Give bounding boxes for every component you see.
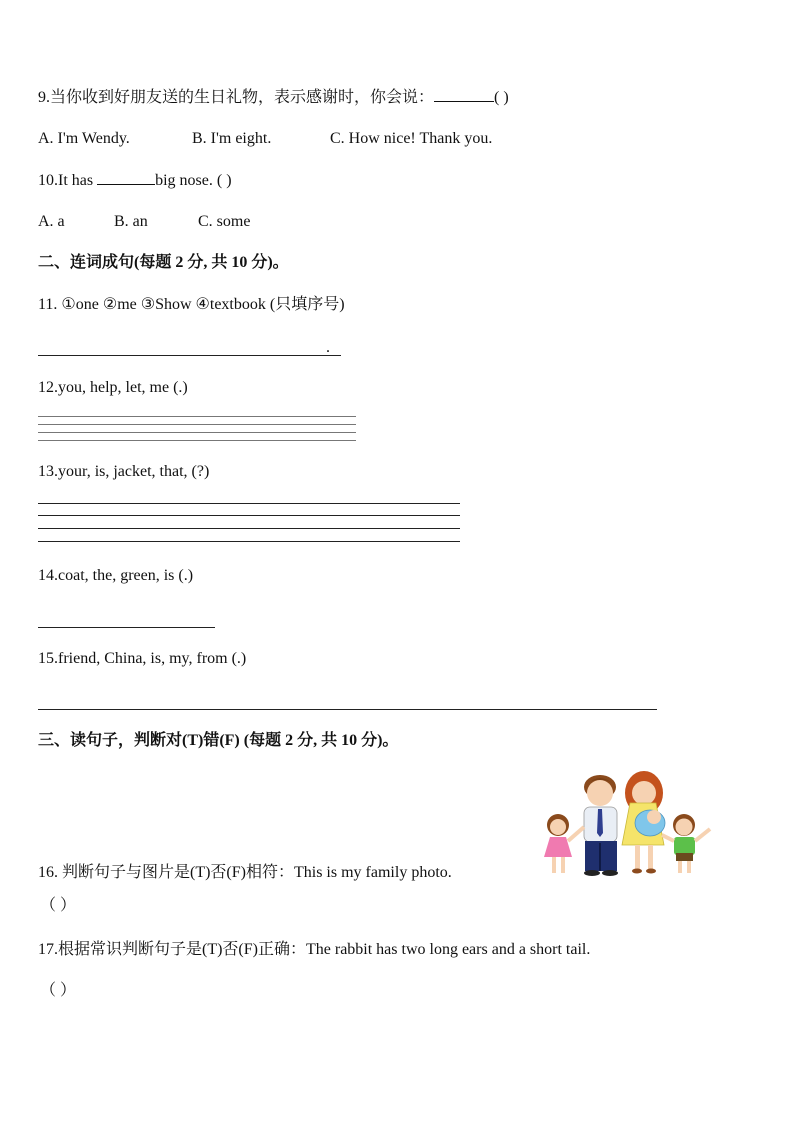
writing-line[interactable]	[38, 541, 460, 542]
option-c: C. How nice! Thank you.	[330, 130, 493, 147]
writing-line[interactable]	[38, 416, 356, 417]
answer-line[interactable]	[38, 709, 657, 710]
writing-line[interactable]	[38, 515, 460, 516]
writing-line[interactable]	[38, 432, 356, 433]
writing-line[interactable]	[38, 424, 356, 425]
answer-paren[interactable]: （ ）	[40, 897, 77, 914]
answer-paren[interactable]: （ ）	[40, 982, 77, 999]
section-3-title: 三、读句子，判断对(T)错(F) (每题 2 分, 共 10 分)。	[38, 732, 399, 749]
question-10-after: big nose. ( )	[155, 172, 232, 189]
option-c: C. some	[198, 213, 251, 230]
writing-line[interactable]	[38, 528, 460, 529]
answer-line[interactable]	[38, 355, 341, 356]
option-b: B. I'm eight.	[192, 130, 272, 147]
answer-line[interactable]	[38, 627, 215, 628]
writing-line[interactable]	[38, 503, 460, 504]
option-a: A. I'm Wendy.	[38, 130, 130, 147]
question-14: 14.coat, the, green, is (.)	[38, 567, 194, 584]
question-11: 11. ①one ②me ③Show ④textbook (只填序号)	[38, 296, 345, 313]
question-13: 13.your, is, jacket, that, (?)	[38, 463, 210, 480]
section-2-title: 二、连词成句(每题 2 分, 共 10 分)。	[38, 254, 289, 271]
family-illustration-icon	[538, 765, 718, 880]
answer-blank[interactable]	[434, 87, 494, 102]
question-9	[38, 87, 509, 108]
option-b: B. an	[114, 213, 148, 230]
answer-blank[interactable]	[97, 170, 155, 185]
question-9-text: 9.当你收到好朋友送的生日礼物，表示感谢时，你会说：	[38, 89, 435, 106]
end-mark: .	[326, 339, 330, 356]
answer-paren: ( )	[494, 89, 509, 106]
question-10-before: 10.It has	[38, 172, 98, 189]
question-16: 16. 判断句子与图片是(T)否(F)相符：This is my family photo.	[38, 864, 452, 881]
question-17: 17.根据常识判断句子是(T)否(F)正确：The rabbit has two long ears and a short tail.	[38, 941, 591, 958]
question-10	[38, 170, 232, 191]
question-12: 12.you, help, let, me (.)	[38, 379, 188, 396]
writing-line[interactable]	[38, 440, 356, 441]
option-a: A. a	[38, 213, 65, 230]
question-15: 15.friend, China, is, my, from (.)	[38, 650, 247, 667]
